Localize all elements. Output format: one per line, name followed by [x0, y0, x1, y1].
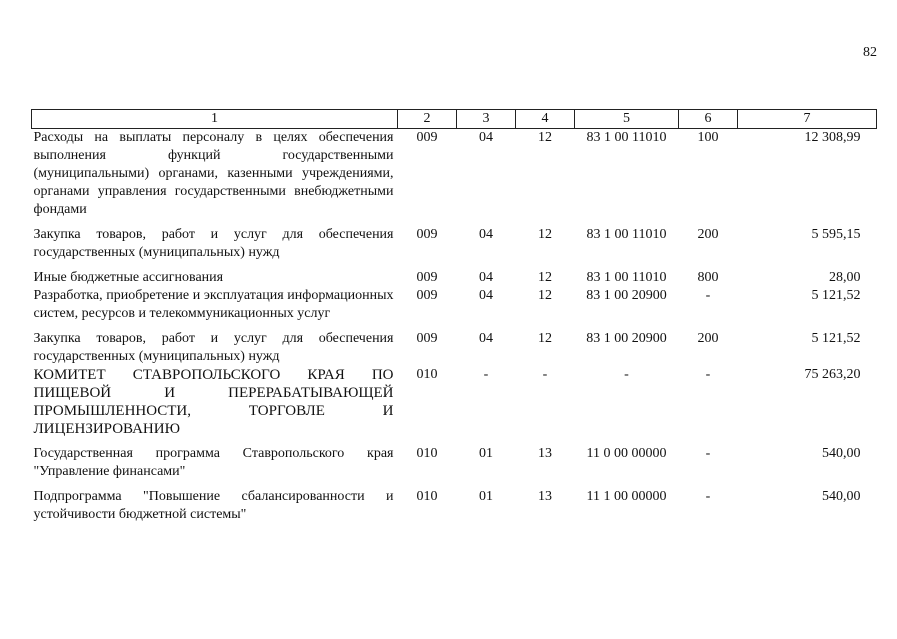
table-row	[32, 226, 877, 269]
subsection-code: 12	[538, 130, 552, 145]
target-code: 83 1 00 11010	[586, 130, 667, 145]
header-row	[32, 110, 877, 129]
section-code: 04	[479, 227, 493, 242]
target-code: 83 1 00 20900	[586, 288, 667, 303]
amount: 28,00	[829, 270, 861, 285]
row-description: Закупка товаров, работ и услуг для обеспечения государственных (муниципальных) нужд	[33, 331, 394, 364]
row-description: Подпрограмма "Повышение сбалансированности и устойчивости бюджетной системы"	[33, 489, 394, 522]
section-code: 01	[479, 489, 493, 504]
amount: 5 121,52	[811, 288, 861, 303]
subsection-code: 13	[538, 446, 552, 461]
section-code: -	[483, 367, 489, 382]
column-header: 4	[516, 110, 575, 129]
amount: 540,00	[822, 489, 861, 504]
row-description: Расходы на выплаты персоналу в целях обеспечения выполнения функций государственными (муниципальными) органами, казенными учреждениями, органами управления государственными внебюджетными фондами	[33, 130, 394, 217]
expense-type: -	[705, 489, 711, 504]
section-code: 04	[479, 331, 493, 346]
ministry-code: 009	[416, 270, 438, 285]
row-description: Закупка товаров, работ и услуг для обеспечения государственных (муниципальных) нужд	[33, 227, 394, 260]
ministry-code: 010	[416, 489, 438, 504]
section-code: 04	[479, 288, 493, 303]
ministry-code: 009	[416, 227, 438, 242]
ministry-code: 009	[416, 331, 438, 346]
target-code: 83 1 00 20900	[586, 331, 667, 346]
target-code: -	[624, 367, 629, 382]
ministry-code: 009	[416, 288, 438, 303]
section-code: 01	[479, 446, 493, 461]
table-row	[32, 488, 877, 524]
target-code: 11 1 00 00000	[586, 489, 667, 504]
column-header: 2	[398, 110, 457, 129]
column-header: 3	[457, 110, 516, 129]
subsection-code: 12	[538, 288, 552, 303]
amount: 12 308,99	[804, 130, 861, 145]
subsection-code: 12	[538, 270, 552, 285]
table-row	[32, 366, 877, 445]
budget-table	[31, 109, 877, 524]
section-code: 04	[479, 270, 493, 285]
amount: 5 121,52	[811, 331, 861, 346]
ministry-code: 009	[416, 130, 438, 145]
expense-type: -	[705, 446, 711, 461]
table-row	[32, 269, 877, 287]
target-code: 11 0 00 00000	[586, 446, 667, 461]
page-number: 82	[863, 45, 877, 60]
expense-type: 100	[697, 130, 719, 145]
table-row	[32, 287, 877, 330]
row-description: Государственная программа Ставропольского края "Управление финансами"	[33, 446, 394, 479]
subsection-code: -	[542, 367, 548, 382]
expense-type: 200	[697, 227, 719, 242]
column-header: 5	[575, 110, 679, 129]
expense-type: -	[705, 288, 711, 303]
row-description: Иные бюджетные ассигнования	[33, 270, 224, 285]
subsection-code: 12	[538, 227, 552, 242]
table-row	[32, 129, 877, 227]
expense-type: 200	[697, 331, 719, 346]
subsection-code: 13	[538, 489, 552, 504]
ministry-code: 010	[416, 446, 438, 461]
amount: 540,00	[822, 446, 861, 461]
column-header: 6	[679, 110, 738, 129]
column-header: 1	[32, 110, 398, 129]
section-code: 04	[479, 130, 493, 145]
row-description: Разработка, приобретение и эксплуатация информационных систем, ресурсов и телекоммуникационных услуг	[33, 288, 394, 321]
row-description: КОМИТЕТ СТАВРОПОЛЬСКОГО КРАЯ ПО ПИЩЕВОЙ И ПЕРЕРАБАТЫВАЮЩЕЙ ПРОМЫШЛЕННОСТИ, ТОРГОВЛЕ И ЛИЦЕНЗИРОВАНИЮ	[33, 367, 394, 437]
table-row	[32, 445, 877, 488]
amount: 75 263,20	[804, 367, 861, 382]
column-header: 7	[738, 110, 877, 129]
subsection-code: 12	[538, 331, 552, 346]
ministry-code: 010	[416, 367, 438, 382]
table-row	[32, 330, 877, 366]
expense-type: -	[705, 367, 711, 382]
target-code: 83 1 00 11010	[586, 270, 667, 285]
amount: 5 595,15	[811, 227, 861, 242]
expense-type: 800	[697, 270, 719, 285]
target-code: 83 1 00 11010	[586, 227, 667, 242]
